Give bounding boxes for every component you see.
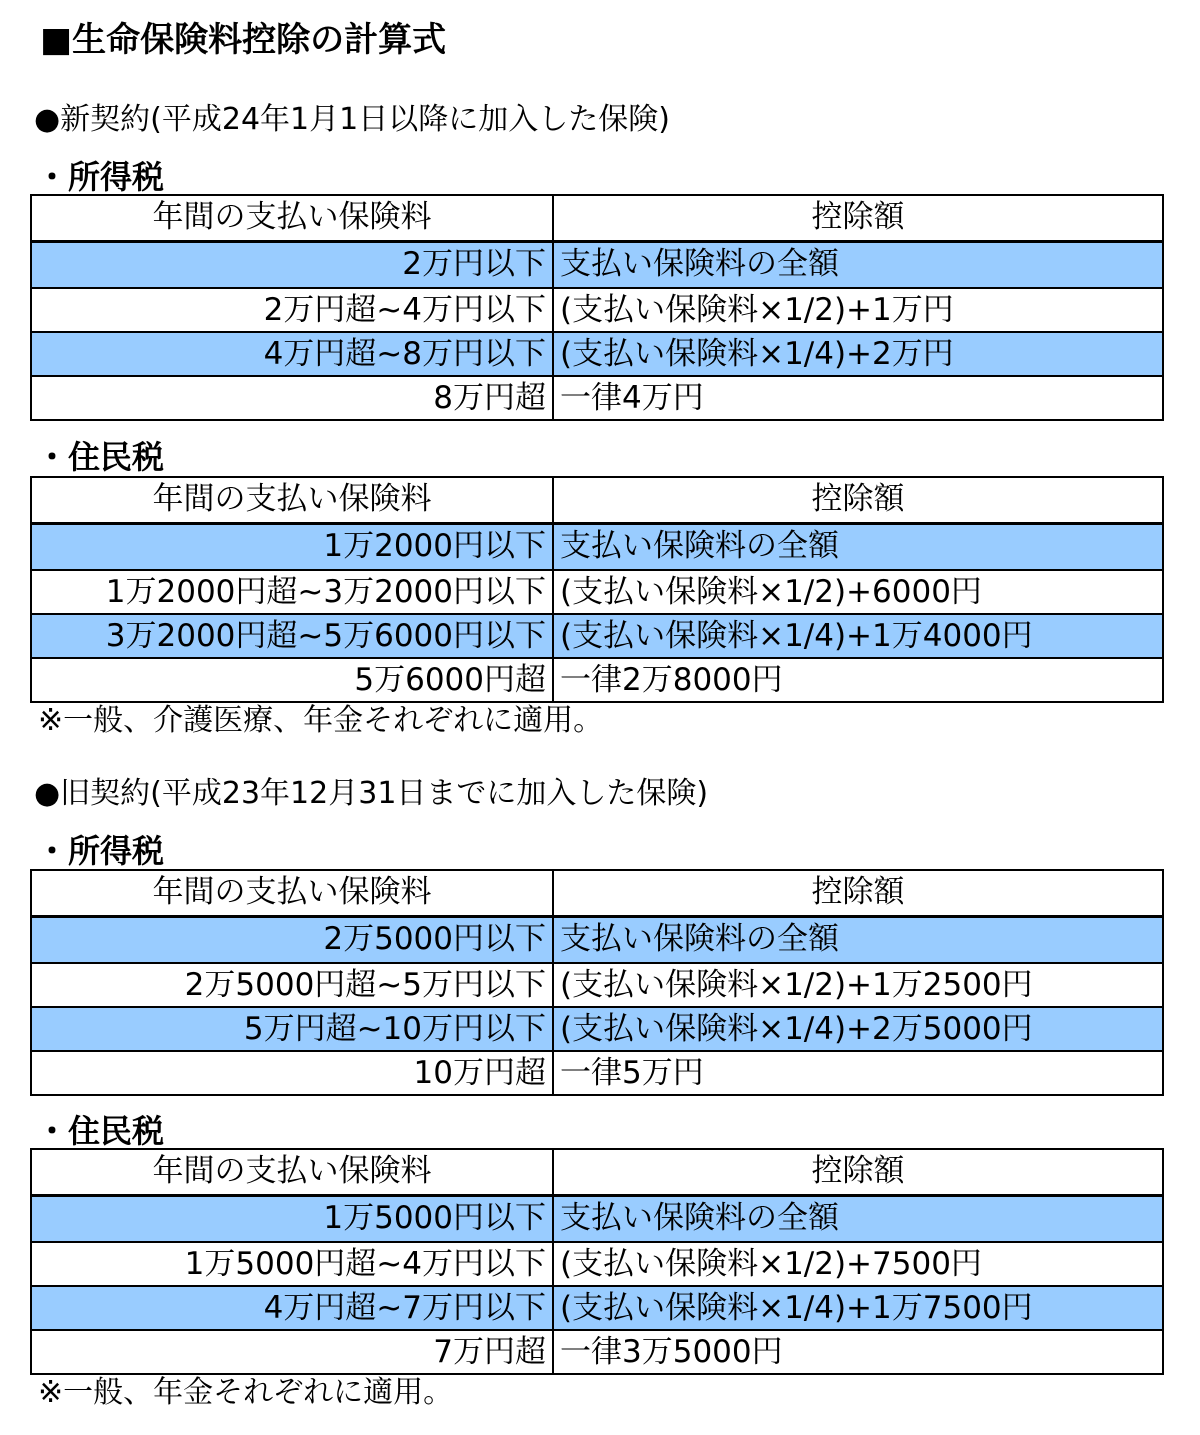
old-contract-note: ※一般、年金それぞれに適用。 [38,1375,454,1410]
premium-cell: 5万6000円超 [32,659,554,701]
deduction-cell: (支払い保険料×1/4)+2万円 [560,336,954,372]
header-deduction: 控除額 [811,1153,905,1189]
deduction-cell: (支払い保険料×1/4)+1万7500円 [560,1290,1033,1326]
new-resident-tax-label: ・住民税 [36,438,165,476]
header-deduction: 控除額 [811,481,905,517]
deduction-cell: (支払い保険料×1/2)+6000円 [560,574,982,610]
premium-cell: 7万円超 [32,1331,554,1373]
header-premium: 年間の支払い保険料 [32,478,554,522]
premium-cell: 1万5000円超~4万円以下 [32,1243,554,1285]
table-row [32,525,1162,569]
header-deduction: 控除額 [811,199,905,235]
table-row [32,1006,1162,1050]
premium-cell: 4万円超~8万円以下 [32,333,554,375]
deduction-cell: (支払い保険料×1/4)+1万4000円 [560,618,1033,654]
table-row [32,331,1162,375]
premium-cell: 2万5000円以下 [32,918,554,962]
deduction-cell: 一律3万5000円 [560,1334,783,1370]
old-income-tax-table [30,869,1164,1096]
deduction-cell: (支払い保険料×1/2)+1万円 [560,292,954,328]
table-row [32,1285,1162,1329]
premium-cell: 1万2000円超~3万2000円以下 [32,571,554,613]
premium-cell: 4万円超~7万円以下 [32,1287,554,1329]
old-income-tax-label: ・所得税 [36,832,165,870]
premium-cell: 5万円超~10万円以下 [32,1008,554,1050]
table-row [32,918,1162,962]
new-contract-note: ※一般、介護医療、年金それぞれに適用。 [38,703,604,738]
premium-cell: 2万円以下 [32,243,554,287]
premium-cell: 2万円超~4万円以下 [32,289,554,331]
table-row [32,1241,1162,1285]
header-deduction: 控除額 [811,874,905,910]
premium-cell: 2万5000円超~5万円以下 [32,964,554,1006]
old-contract-heading: ●旧契約(平成23年12月31日までに加入した保険) [34,776,709,811]
deduction-cell: 支払い保険料の全額 [560,1200,839,1236]
table-row [32,1197,1162,1241]
table-row [32,962,1162,1006]
deduction-cell: 支払い保険料の全額 [560,528,839,564]
old-resident-tax-table [30,1148,1164,1375]
premium-cell: 8万円超 [32,377,554,419]
premium-cell: 1万5000円以下 [32,1197,554,1241]
deduction-cell: (支払い保険料×1/2)+7500円 [560,1246,982,1282]
table-header-row [32,1150,1162,1197]
table-row [32,375,1162,419]
premium-cell: 3万2000円超~5万6000円以下 [32,615,554,657]
table-row [32,287,1162,331]
table-row [32,613,1162,657]
table-row [32,243,1162,287]
deduction-cell: 一律5万円 [560,1055,704,1091]
header-premium: 年間の支払い保険料 [32,196,554,240]
deduction-cell: 一律4万円 [560,380,704,416]
header-premium: 年間の支払い保険料 [32,1150,554,1194]
table-row [32,569,1162,613]
deduction-cell: 支払い保険料の全額 [560,246,839,282]
deduction-cell: 一律2万8000円 [560,662,783,698]
table-header-row [32,871,1162,918]
table-row [32,1050,1162,1094]
table-row [32,1329,1162,1373]
new-income-tax-table [30,194,1164,421]
new-contract-heading: ●新契約(平成24年1月1日以降に加入した保険) [34,102,670,137]
deduction-cell: (支払い保険料×1/4)+2万5000円 [560,1011,1033,1047]
old-resident-tax-label: ・住民税 [36,1112,165,1150]
new-income-tax-label: ・所得税 [36,158,165,196]
header-premium: 年間の支払い保険料 [32,871,554,915]
table-row [32,657,1162,701]
table-header-row [32,196,1162,243]
deduction-cell: 支払い保険料の全額 [560,921,839,957]
page-title: ■生命保険料控除の計算式 [40,20,447,60]
table-header-row [32,478,1162,525]
new-resident-tax-table [30,476,1164,703]
premium-cell: 10万円超 [32,1052,554,1094]
premium-cell: 1万2000円以下 [32,525,554,569]
deduction-cell: (支払い保険料×1/2)+1万2500円 [560,967,1033,1003]
